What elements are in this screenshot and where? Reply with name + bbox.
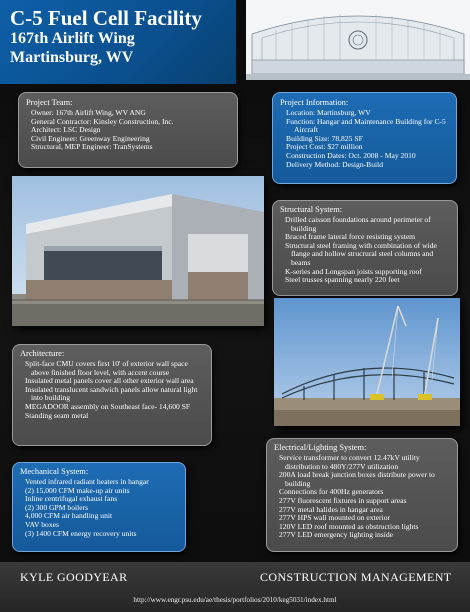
- page-location: Martinsburg, WV: [10, 49, 134, 66]
- list-item: Standing seam metal: [25, 410, 89, 420]
- list-item: Location: Martinsburg, WV: [286, 108, 371, 117]
- title-block: [0, 0, 236, 84]
- list-item: Vented infrared radiant heaters in hangar: [25, 477, 149, 486]
- list-item: Braced frame lateral force resisting system: [285, 232, 416, 242]
- project-information-list: [280, 109, 449, 169]
- list-item: Project Cost: $27 million: [286, 142, 363, 152]
- list-item: Structural, MEP Engineer: TranSystems: [31, 142, 153, 152]
- list-item: General Contractor: Kinsley Construction, Inc.: [31, 116, 174, 126]
- list-item: VAV boxes: [25, 519, 59, 529]
- mechanical-system-panel: [12, 462, 186, 552]
- list-item: Civil Engineer: Greenway Engineering: [31, 133, 150, 143]
- list-item: 277V LED emergency lighting inside: [279, 530, 394, 540]
- project-information-title: Project Information:: [280, 98, 349, 107]
- list-item: Steel trusses spanning nearly 220 feet: [285, 275, 400, 285]
- list-item: Owner: 167th Airlift Wing, WV ANG: [31, 108, 146, 117]
- electrical-lighting-title: Electrical/Lighting System:: [274, 443, 367, 452]
- list-item: 4,000 CFM air handling unit: [25, 511, 113, 521]
- structural-system-panel: [272, 200, 458, 296]
- list-item: Service transformer to convert 12.47kV utility distribution to 480Y/277V utilization: [279, 453, 420, 471]
- list-item: MEGADOOR assembly on Southeast face- 14,600 SF: [25, 401, 191, 411]
- list-item: 277V HPS wall mounted on exterior: [279, 513, 391, 523]
- list-item: 277V fluorescent fixtures in support areas: [279, 495, 407, 505]
- portfolio-url[interactable]: http://www.engr.psu.edu/ae/thesis/portfolios/2010/keg5031/index.html: [133, 596, 337, 604]
- list-item: Connections for 400Hz generators: [279, 487, 384, 497]
- page-subtitle: 167th Airlift Wing: [10, 30, 135, 47]
- author-name: KYLE GOODYEAR: [20, 570, 128, 584]
- list-item: Delivery Method: Design-Build: [286, 159, 384, 169]
- structural-system-title: Structural System:: [280, 205, 343, 214]
- list-item: (2) 300 GPM boilers: [25, 502, 89, 512]
- list-item: (2) 15,000 CFM make-up air units: [25, 485, 130, 495]
- department-label: CONSTRUCTION MANAGEMENT: [260, 570, 452, 584]
- electrical-lighting-list: [274, 454, 450, 540]
- steel-erection-photo-svg: [274, 298, 460, 426]
- project-team-panel: [18, 92, 238, 168]
- page-title: C-5 Fuel Cell Facility: [10, 6, 202, 30]
- list-item: 120V LED roof mounted as obstruction lights: [279, 521, 419, 531]
- list-item: Construction Dates: Oct. 2008 - May 2010: [286, 150, 416, 160]
- list-item: Insulated metal panels cover all other exterior wall area: [25, 376, 194, 386]
- list-item: Drilled caisson foundations around perimeter of building: [285, 215, 431, 233]
- project-team-title: Project Team:: [26, 98, 73, 107]
- list-item: Insulated translucent sandwich panels allow natural light into building: [25, 384, 198, 403]
- architecture-title: Architecture:: [20, 349, 65, 358]
- list-item: Inline centrifugal exhaust fans: [25, 494, 118, 504]
- list-item: Architect: LSC Design: [31, 125, 101, 135]
- list-item: Split-face CMU covers first 10' of exterior wall space above finished floor level, with accent course: [25, 359, 188, 377]
- mechanical-system-list: [20, 478, 178, 538]
- list-item: K-series and Longspan joists supporting roof: [285, 266, 422, 276]
- elevation-drawing-svg: [246, 0, 470, 80]
- hangar-photo-svg: [12, 176, 264, 326]
- project-team-list: [26, 109, 230, 152]
- structural-system-list: [280, 216, 450, 285]
- architecture-panel: [12, 344, 212, 446]
- list-item: Function: Hangar and Maintenance Building for C-5 Aircraft: [286, 116, 446, 135]
- list-item: Building Size: 78,825 SF: [286, 133, 363, 143]
- list-item: 200A load break junction boxes distribute power to building: [279, 470, 435, 488]
- list-item: 277V metal halides in hangar area: [279, 504, 383, 514]
- hangar-photo: [12, 176, 264, 326]
- list-item: (3) 1400 CFM energy recovery units: [25, 528, 137, 538]
- project-information-panel: [272, 92, 457, 184]
- mechanical-system-title: Mechanical System:: [20, 467, 89, 476]
- electrical-lighting-panel: [266, 438, 458, 552]
- architecture-list: [20, 360, 204, 420]
- elevation-drawing-image: [246, 0, 470, 80]
- list-item: Structural steel framing with combination of wide flange and hollow strucrural steel columns and beams: [285, 240, 437, 267]
- steel-erection-photo: [274, 298, 460, 426]
- footer-bar: [0, 562, 470, 612]
